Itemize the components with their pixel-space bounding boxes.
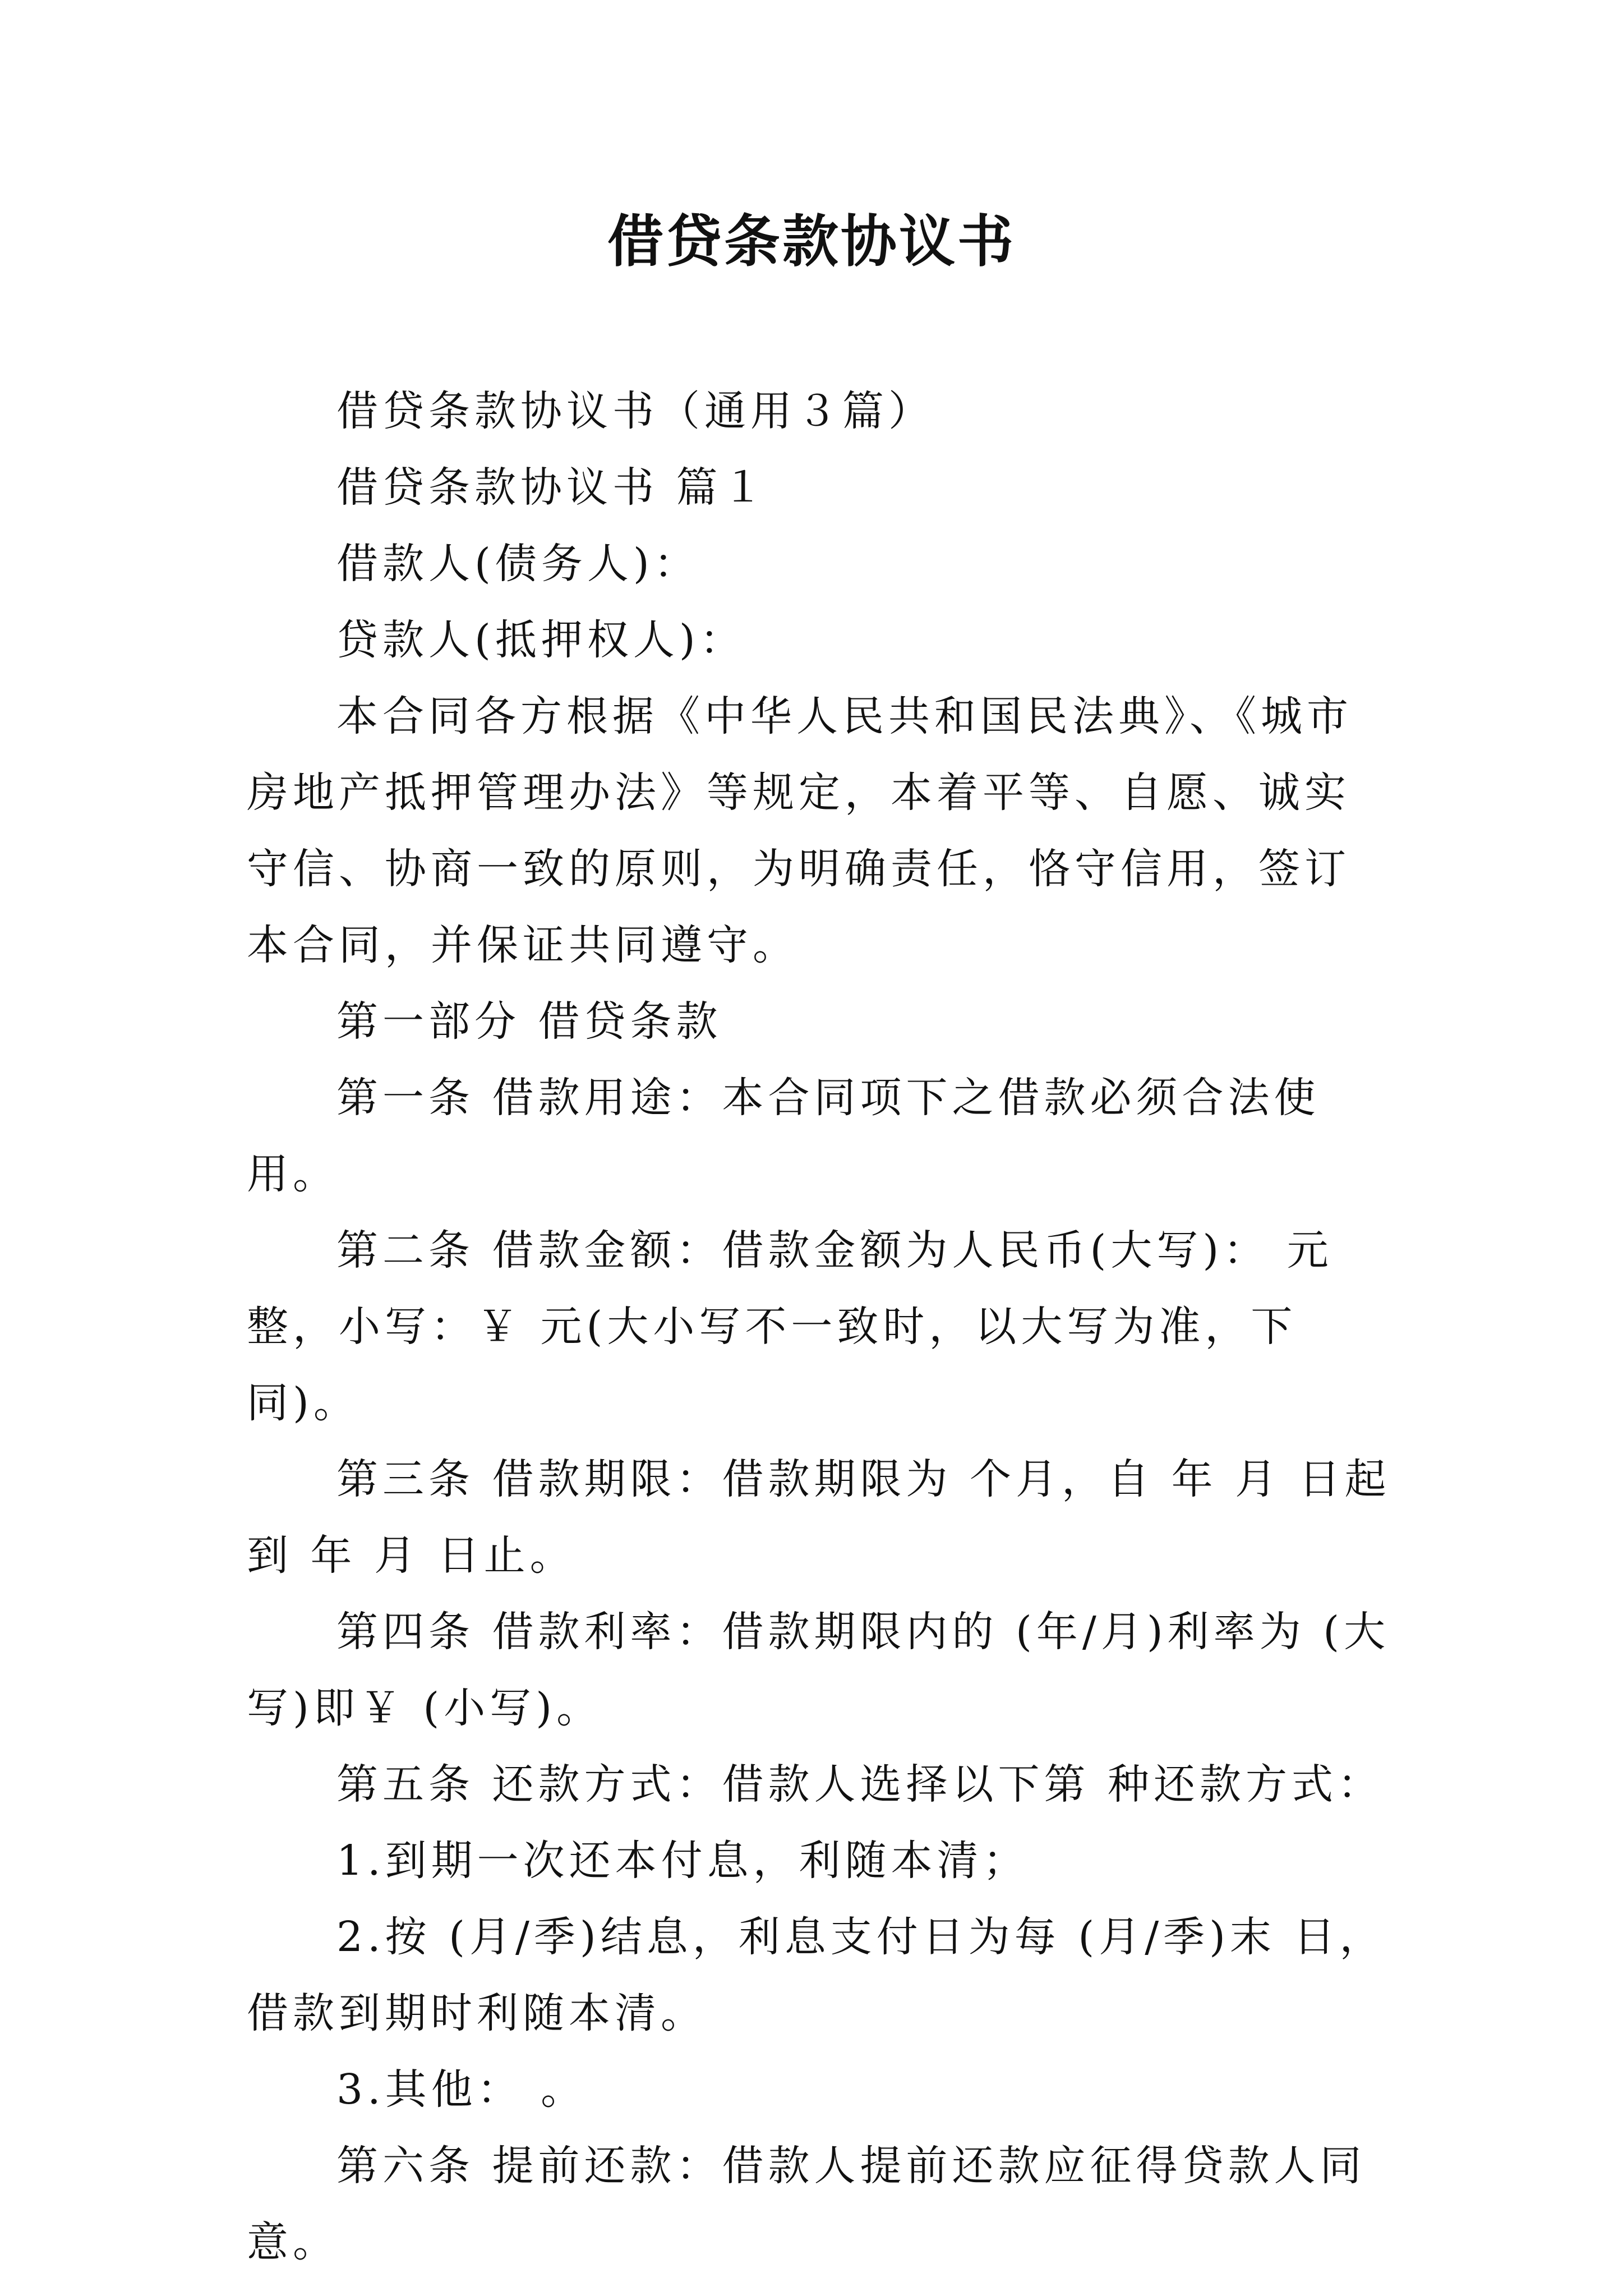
paragraph-borrower: 借款人(债务人)： — [336, 540, 700, 588]
paragraph-article-1: 第一条 借款用途：本合同项下之借款必须合法使用。 — [247, 1074, 1320, 1198]
paragraph-option-1: 1.到期一次还本付息，利随本清； — [336, 1837, 1029, 1885]
paragraph-preamble: 本合同各方根据《中华人民共和国民法典》、《城市房地产抵押管理办法》等规定，本着平等、自愿、诚实守信、协商一致的原则，为明确责任，恪守信用，签订本合同，并保证共同遵守。 — [247, 692, 1353, 969]
paragraph-section-title: 借贷条款协议书 篇１ — [336, 463, 768, 512]
document-body — [247, 373, 1391, 2280]
paragraph-option-3: 3.其他： 。 — [336, 2065, 587, 2114]
paragraph-article-2: 第二条 借款金额：借款金额为人民币(大写)： 元整，小写：￥ 元(大小写不一致时，以大写为准，下同)。 — [247, 1226, 1333, 1427]
paragraph-lender: 贷款人(抵押权人)： — [336, 616, 746, 664]
paragraph-part-one: 第一部分 借贷条款 — [336, 997, 722, 1046]
paragraph-article-6: 第六条 提前还款：借款人提前还款应征得贷款人同意。 — [247, 2142, 1366, 2266]
paragraph-article-3: 第三条 借款期限：借款期限为 个月，自 年 月 日起到 年 月 日止。 — [247, 1455, 1391, 1580]
paragraph-option-2: 2.按 (月/季)结息，利息支付日为每 (月/季)末 日，借款到期时利随本清。 — [247, 1913, 1386, 2037]
paragraph-heading: 借贷条款协议书（通用３篇） — [336, 387, 934, 435]
document-title: 借贷条款协议书 — [607, 208, 1016, 274]
paragraph-article-4: 第四条 借款利率：借款期限内的 (年/月)利率为 (大写)即￥ (小写)。 — [247, 1608, 1390, 1732]
paragraph-article-5: 第五条 还款方式：借款人选择以下第 种还款方式： — [336, 1760, 1384, 1809]
